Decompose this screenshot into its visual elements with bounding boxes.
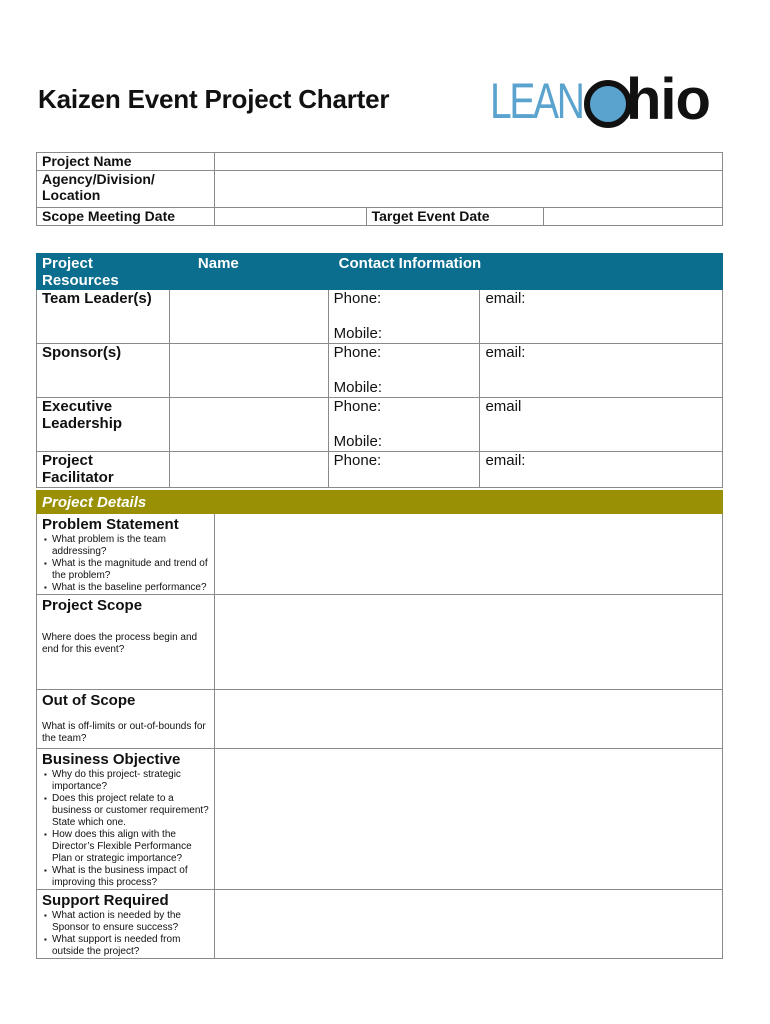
scope-meeting-field[interactable] xyxy=(214,208,366,226)
bullet-item: ▪ What support is needed from outside the project? xyxy=(52,934,209,958)
resources-header: Project Resources xyxy=(37,254,170,290)
project-scope-cell xyxy=(37,595,215,690)
support-required-title: Support Required xyxy=(42,892,169,909)
business-objective-field[interactable] xyxy=(214,749,722,890)
mobile-label: Mobile: xyxy=(333,379,383,396)
bullet-item: ▪ What is the baseline performance? xyxy=(52,582,209,594)
team-leader-contact[interactable] xyxy=(328,290,480,344)
logo-lean-text: LEAN xyxy=(490,73,583,129)
project-scope-field[interactable] xyxy=(214,595,722,690)
agency-label: Agency/Division/ Location xyxy=(37,171,215,208)
agency-field[interactable] xyxy=(214,171,722,208)
project-scope-note: Where does the process begin and end for this event? xyxy=(42,632,198,655)
phone-label: Phone: xyxy=(333,398,382,415)
target-event-field[interactable] xyxy=(544,208,723,226)
bullet-item: ▪ How does this align with the Director’s Flexible Performance Plan or strategic importance? xyxy=(52,829,209,865)
facilitator-name-field[interactable] xyxy=(169,452,328,488)
out-of-scope-title: Out of Scope xyxy=(42,692,136,709)
page-title: Kaizen Event Project Charter xyxy=(38,84,390,114)
business-objective-title: Business Objective xyxy=(42,751,181,768)
out-of-scope-field[interactable] xyxy=(214,690,722,749)
business-objective-bullets xyxy=(42,769,209,889)
bullet-item: ▪ Why do this project- strategic importance? xyxy=(52,769,209,793)
bullet-item: ▪ What action is needed by the Sponsor to ensure success? xyxy=(52,910,209,934)
project-name-label: Project Name xyxy=(37,153,215,171)
out-of-scope-note: What is off-limits or out-of-bounds for the team? xyxy=(42,721,206,744)
executive-leadership-label: Executive Leadership xyxy=(37,398,170,452)
logo-o-ring-icon xyxy=(584,80,632,128)
contact-header: Contact Information xyxy=(328,254,722,290)
lean-ohio-logo xyxy=(488,67,728,132)
scope-meeting-label: Scope Meeting Date xyxy=(37,208,215,226)
out-of-scope-cell xyxy=(37,690,215,749)
executive-contact[interactable] xyxy=(328,398,480,452)
support-required-bullets xyxy=(42,910,209,958)
sponsor-name-field[interactable] xyxy=(169,344,328,398)
facilitator-email[interactable]: email: xyxy=(480,452,723,488)
bullet-item: ▪ What is the magnitude and trend of the problem? xyxy=(52,558,209,582)
project-scope-title: Project Scope xyxy=(42,597,143,614)
team-leader-label: Team Leader(s) xyxy=(37,290,170,344)
sponsor-label: Sponsor(s) xyxy=(37,344,170,398)
executive-email[interactable]: email xyxy=(480,398,723,452)
support-required-cell xyxy=(37,890,215,959)
bullet-item: ▪ What is the business impact of improving this process? xyxy=(52,865,209,889)
facilitator-contact[interactable]: Phone: xyxy=(328,452,480,488)
sponsor-email[interactable]: email: xyxy=(480,344,723,398)
name-header: Name xyxy=(169,254,328,290)
phone-label: Phone: xyxy=(333,290,382,307)
team-leader-email[interactable]: email: xyxy=(480,290,723,344)
team-leader-name-field[interactable] xyxy=(169,290,328,344)
facilitator-label: Project Facilitator xyxy=(37,452,170,488)
project-name-field[interactable] xyxy=(214,153,722,171)
project-details-table xyxy=(36,490,723,959)
support-required-field[interactable] xyxy=(214,890,722,959)
project-resources-table xyxy=(36,253,723,488)
target-event-label: Target Event Date xyxy=(366,208,544,226)
problem-statement-title: Problem Statement xyxy=(42,516,179,533)
business-objective-cell xyxy=(37,749,215,890)
phone-label: Phone: xyxy=(333,344,382,361)
problem-statement-cell xyxy=(37,514,215,595)
problem-statement-field[interactable] xyxy=(214,514,722,595)
project-details-header: Project Details xyxy=(37,491,723,514)
mobile-label: Mobile: xyxy=(333,325,383,342)
bullet-item: ▪ Does this project relate to a business or customer requirement? State which one. xyxy=(52,793,209,829)
project-info-table xyxy=(36,152,723,226)
mobile-label: Mobile: xyxy=(333,433,383,450)
problem-statement-bullets xyxy=(42,534,209,594)
logo-hio-text: hio xyxy=(626,67,710,132)
sponsor-contact[interactable] xyxy=(328,344,480,398)
bullet-item: ▪ What problem is the team addressing? xyxy=(52,534,209,558)
executive-name-field[interactable] xyxy=(169,398,328,452)
